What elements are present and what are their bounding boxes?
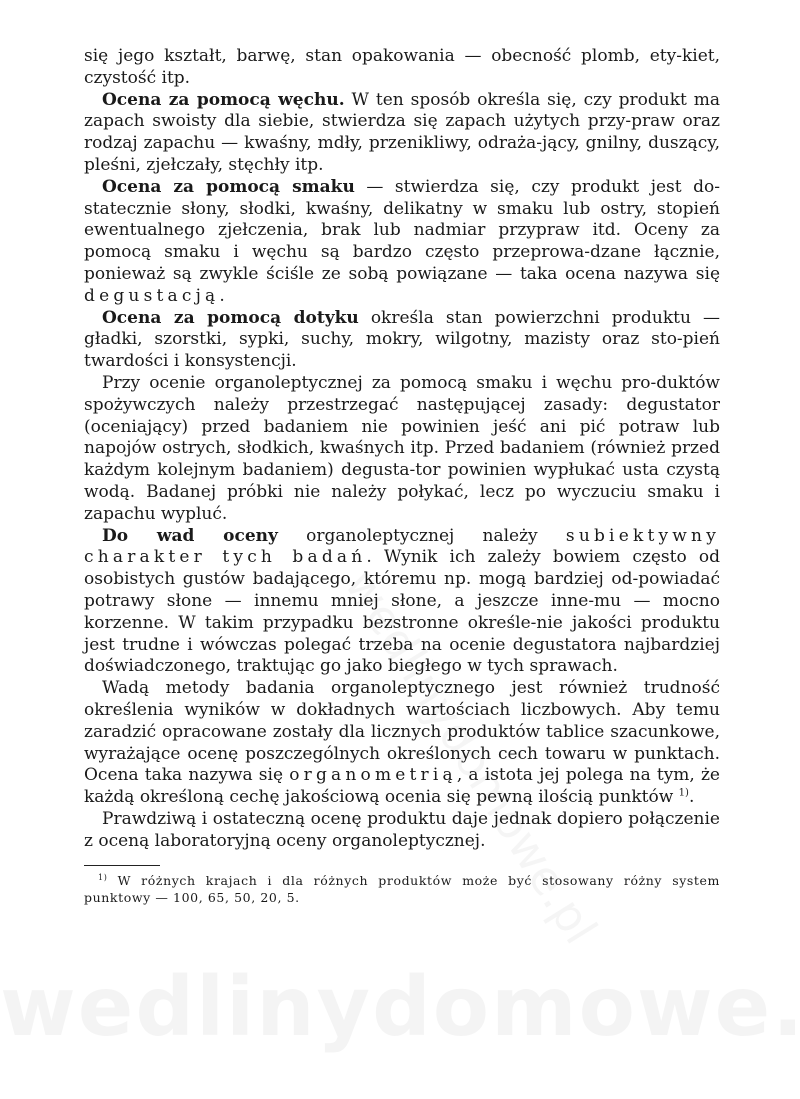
- paragraph-drawbacks-text2: . Wynik ich zależy bowiem często od osobistych gustów badającego, któremu np. mogą bardziej od-powiadać potrawy słone — innemu mniej słone, a jeszcze inne-mu — mocno korzenne. W takim przypadku bezstronne określe-nie jakości produktu jest trudne i wówczas polegać trzeba na ocenie degustatora najbardziej doświadczonego, traktując go jako biegłego w tych sprawach.: [84, 547, 720, 677]
- paragraph-organometry-text2: , a istota jej polega na tym, że każdą określoną cechę jakościową ocenia się pewną ilością punktów: [84, 765, 720, 808]
- paragraph-taste-end: .: [219, 285, 225, 306]
- paragraph-organometry: [84, 678, 720, 809]
- paragraph-conclusion: [84, 809, 720, 853]
- term-organometry: organometrią: [289, 765, 457, 786]
- paragraph-drawbacks: [84, 526, 720, 679]
- term-degustation: degustacją: [84, 285, 220, 306]
- heading-smell: Ocena za pomocą węchu.: [102, 89, 345, 110]
- footnote: [84, 872, 720, 906]
- heading-drawbacks: Do wad oceny: [102, 525, 278, 546]
- footnote-text: W różnych krajach i dla różnych produktów może być stosowany różny system punktowy — 100, 65, 50, 20, 5.: [84, 873, 720, 906]
- paragraph-touch: [84, 308, 720, 373]
- heading-touch: Ocena za pomocą dotyku: [102, 307, 359, 328]
- page-body: [84, 46, 720, 906]
- term-subjective: subiektywny charakter tych badań: [84, 525, 720, 568]
- paragraph-rules-text: Przy ocenie organoleptycznej za pomocą smaku i węchu pro-duktów spożywczych należy przestrzegać następującej zasady: degustator (oceniający) przed badaniem nie powinien jeść ani pić potraw lub napojów ostrych, słodkich, kwaśnych itp. Przed badaniem (również przed każdym kolejnym badaniem) degusta-tor powinien wypłukać usta czystą wodą. Badanej próbki nie należy połykać, lecz po wyczuciu smaku i zapachu wypluć.: [84, 372, 720, 524]
- paragraph-smell: [84, 90, 720, 177]
- paragraph-taste-text: — stwierdza się, czy produkt jest do-statecznie słony, słodki, kwaśny, delikatny w smaku lub ostry, stopień ewentualnego zjełczenia, brak lub nadmiar przypraw itd. Oceny za pomocą smaku i węchu są bardzo często przeprowa-dzane łącznie, ponieważ są zwykle ściśle ze sobą powiązane — taka ocena nazywa się: [84, 176, 720, 284]
- paragraph-organometry-end: .: [688, 787, 695, 808]
- footnote-divider: [84, 865, 160, 866]
- footnote-mark: 1): [98, 873, 108, 883]
- paragraph-taste: [84, 177, 720, 308]
- paragraph-drawbacks-text1: organoleptycznej należy: [277, 525, 566, 546]
- paragraph-conclusion-text: Prawdziwą i ostateczną ocenę produktu daje jednak dopiero połączenie z oceną laboratoryjną oceny organoleptycznej.: [84, 808, 720, 851]
- paragraph-smell-text: W ten sposób określa się, czy produkt ma zapach swoisty dla siebie, stwierdza się zapach użytych przy-praw oraz rodzaj zapachu — kwaśny, mdły, przenikliwy, odraża-jący, gnilny, duszący, pleśni, zjełczały, stęchły itp.: [84, 89, 720, 175]
- paragraph-1: [84, 46, 720, 90]
- heading-taste: Ocena za pomocą smaku: [102, 176, 355, 197]
- paragraph-rules: [84, 373, 720, 526]
- paragraph-1-text: się jego kształt, barwę, stan opakowania — obecność plomb, ety-kiet, czystość itp.: [84, 46, 720, 88]
- watermark: [0, 960, 800, 1055]
- footnote-ref[interactable]: 1): [678, 787, 689, 799]
- paragraph-organometry-text1: Wadą metody badania organoleptycznego jest również trudność określenia wyników w dokładnych wartościach liczbowych. Aby temu zaradzić opracowane zostały dla licznych produktów tablice szacunkowe, wyrażające ocenę poszczególnych określonych cech towaru w punktach. Ocena taka nazywa się: [84, 678, 720, 786]
- paragraph-touch-text: określa stan powierzchni produktu — gładki, szorstki, sypki, suchy, mokry, wilgotny, mazisty oraz sto-pień twardości i konsystencji.: [84, 307, 720, 372]
